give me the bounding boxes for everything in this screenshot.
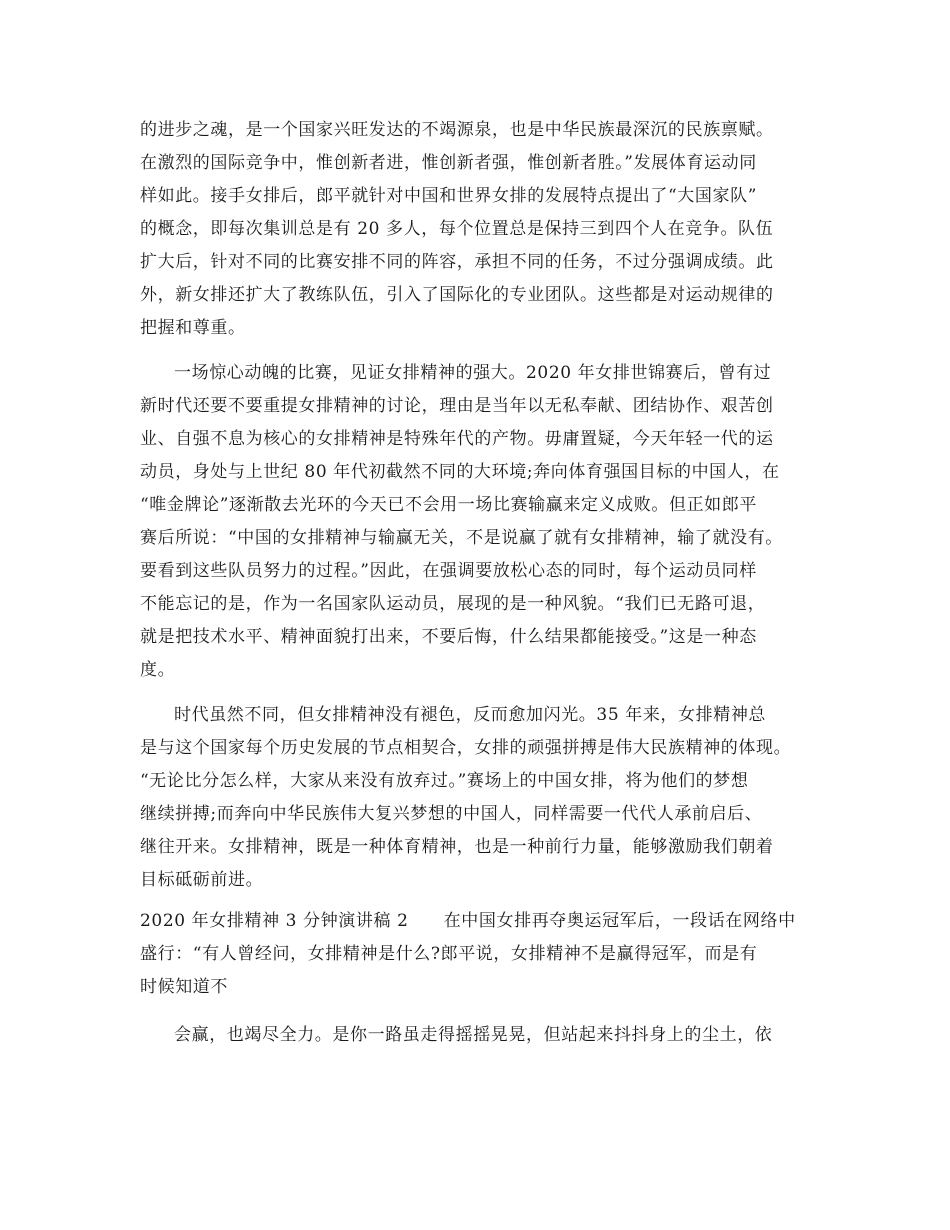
paragraph-line: 在激烈的国际竞争中，惟创新者进，惟创新者强，惟创新者胜。”发展体育运动同 (140, 153, 757, 173)
paragraph-line: 不能忘记的是，作为一名国家队运动员，展现的是一种风貌。“我们已无路可退， (140, 594, 766, 614)
paragraph-line: 把握和尊重。 (140, 318, 246, 338)
paragraph-line: 动员，身处与上世纪 80 年代初截然不同的大环境;奔向体育强国目标的中国人，在 (140, 462, 780, 482)
paragraph-line: 新时代还要不要重提女排精神的讨论，理由是当年以无私奉献、团结协作、艰苦创 (140, 396, 774, 416)
paragraph-line: 的进步之魂，是一个国家兴旺发达的不竭源泉，也是中华民族最深沉的民族禀赋。 (140, 120, 774, 140)
paragraph-line: 继续拼搏;而奔向中华民族伟大复兴梦想的中国人，同样需要一代代人承前启后、 (140, 804, 763, 824)
paragraph-line: 继往开来。女排精神，既是一种体育精神，也是一种前行力量，能够激励我们朝着 (140, 837, 774, 857)
section-heading-line: 2020 年女排精神 3 分钟演讲稿 2 在中国女排再夺奥运冠军后，一段话在网络中 (140, 911, 796, 931)
paragraph-line: 样如此。接手女排后，郎平就针对中国和世界女排的发展特点提出了“大国家队” (140, 186, 757, 206)
paragraph-line: 会赢，也竭尽全力。是你一路虽走得摇摇晃晃，但站起来抖抖身上的尘土，依 (174, 1025, 773, 1045)
paragraph-line: 度。 (140, 660, 176, 680)
paragraph-line: 业、自强不息为核心的女排精神是特殊年代的产物。毋庸置疑，今天年轻一代的运 (140, 429, 774, 449)
paragraph-line: 就是把技术水平、精神面貌打出来，不要后悔，什么结果都能接受。”这是一种态 (140, 627, 757, 647)
paragraph-line: “无论比分怎么样，大家从来没有放弃过。”赛场上的中国女排，将为他们的梦想 (140, 771, 749, 791)
paragraph-line: 目标砥砺前进。 (140, 870, 264, 890)
paragraph-line: “唯金牌论”逐渐散去光环的今天已不会用一场比赛输赢来定义成败。但正如郎平 (140, 495, 757, 515)
paragraph-line: 一场惊心动魄的比赛，见证女排精神的强大。2020 年女排世锦赛后，曾有过 (174, 363, 772, 383)
paragraph-line: 时代虽然不同，但女排精神没有褪色，反而愈加闪光。35 年来，女排精神总 (174, 705, 767, 725)
paragraph-line: 时候知道不 (140, 977, 228, 997)
paragraph-line: 赛后所说：“中国的女排精神与输赢无关，不是说赢了就有女排精神，输了就没有。 (140, 528, 783, 548)
paragraph-line: 是与这个国家每个历史发展的节点相契合，女排的顽强拼搏是伟大民族精神的体现。 (140, 738, 792, 758)
paragraph-line: 盛行：“有人曾经问，女排精神是什么?郎平说，女排精神不是赢得冠军，而是有 (140, 944, 758, 964)
paragraph-line: 的概念，即每次集训总是有 20 多人，每个位置总是保持三到四个人在竞争。队伍 (140, 219, 774, 239)
paragraph-line: 外，新女排还扩大了教练队伍，引入了国际化的专业团队。这些都是对运动规律的 (140, 285, 774, 305)
paragraph-line: 要看到这些队员努力的过程。”因此，在强调要放松心态的同时，每个运动员同样 (140, 561, 757, 581)
paragraph-line: 扩大后，针对不同的比赛安排不同的阵容，承担不同的任务，不过分强调成绩。此 (140, 252, 774, 272)
